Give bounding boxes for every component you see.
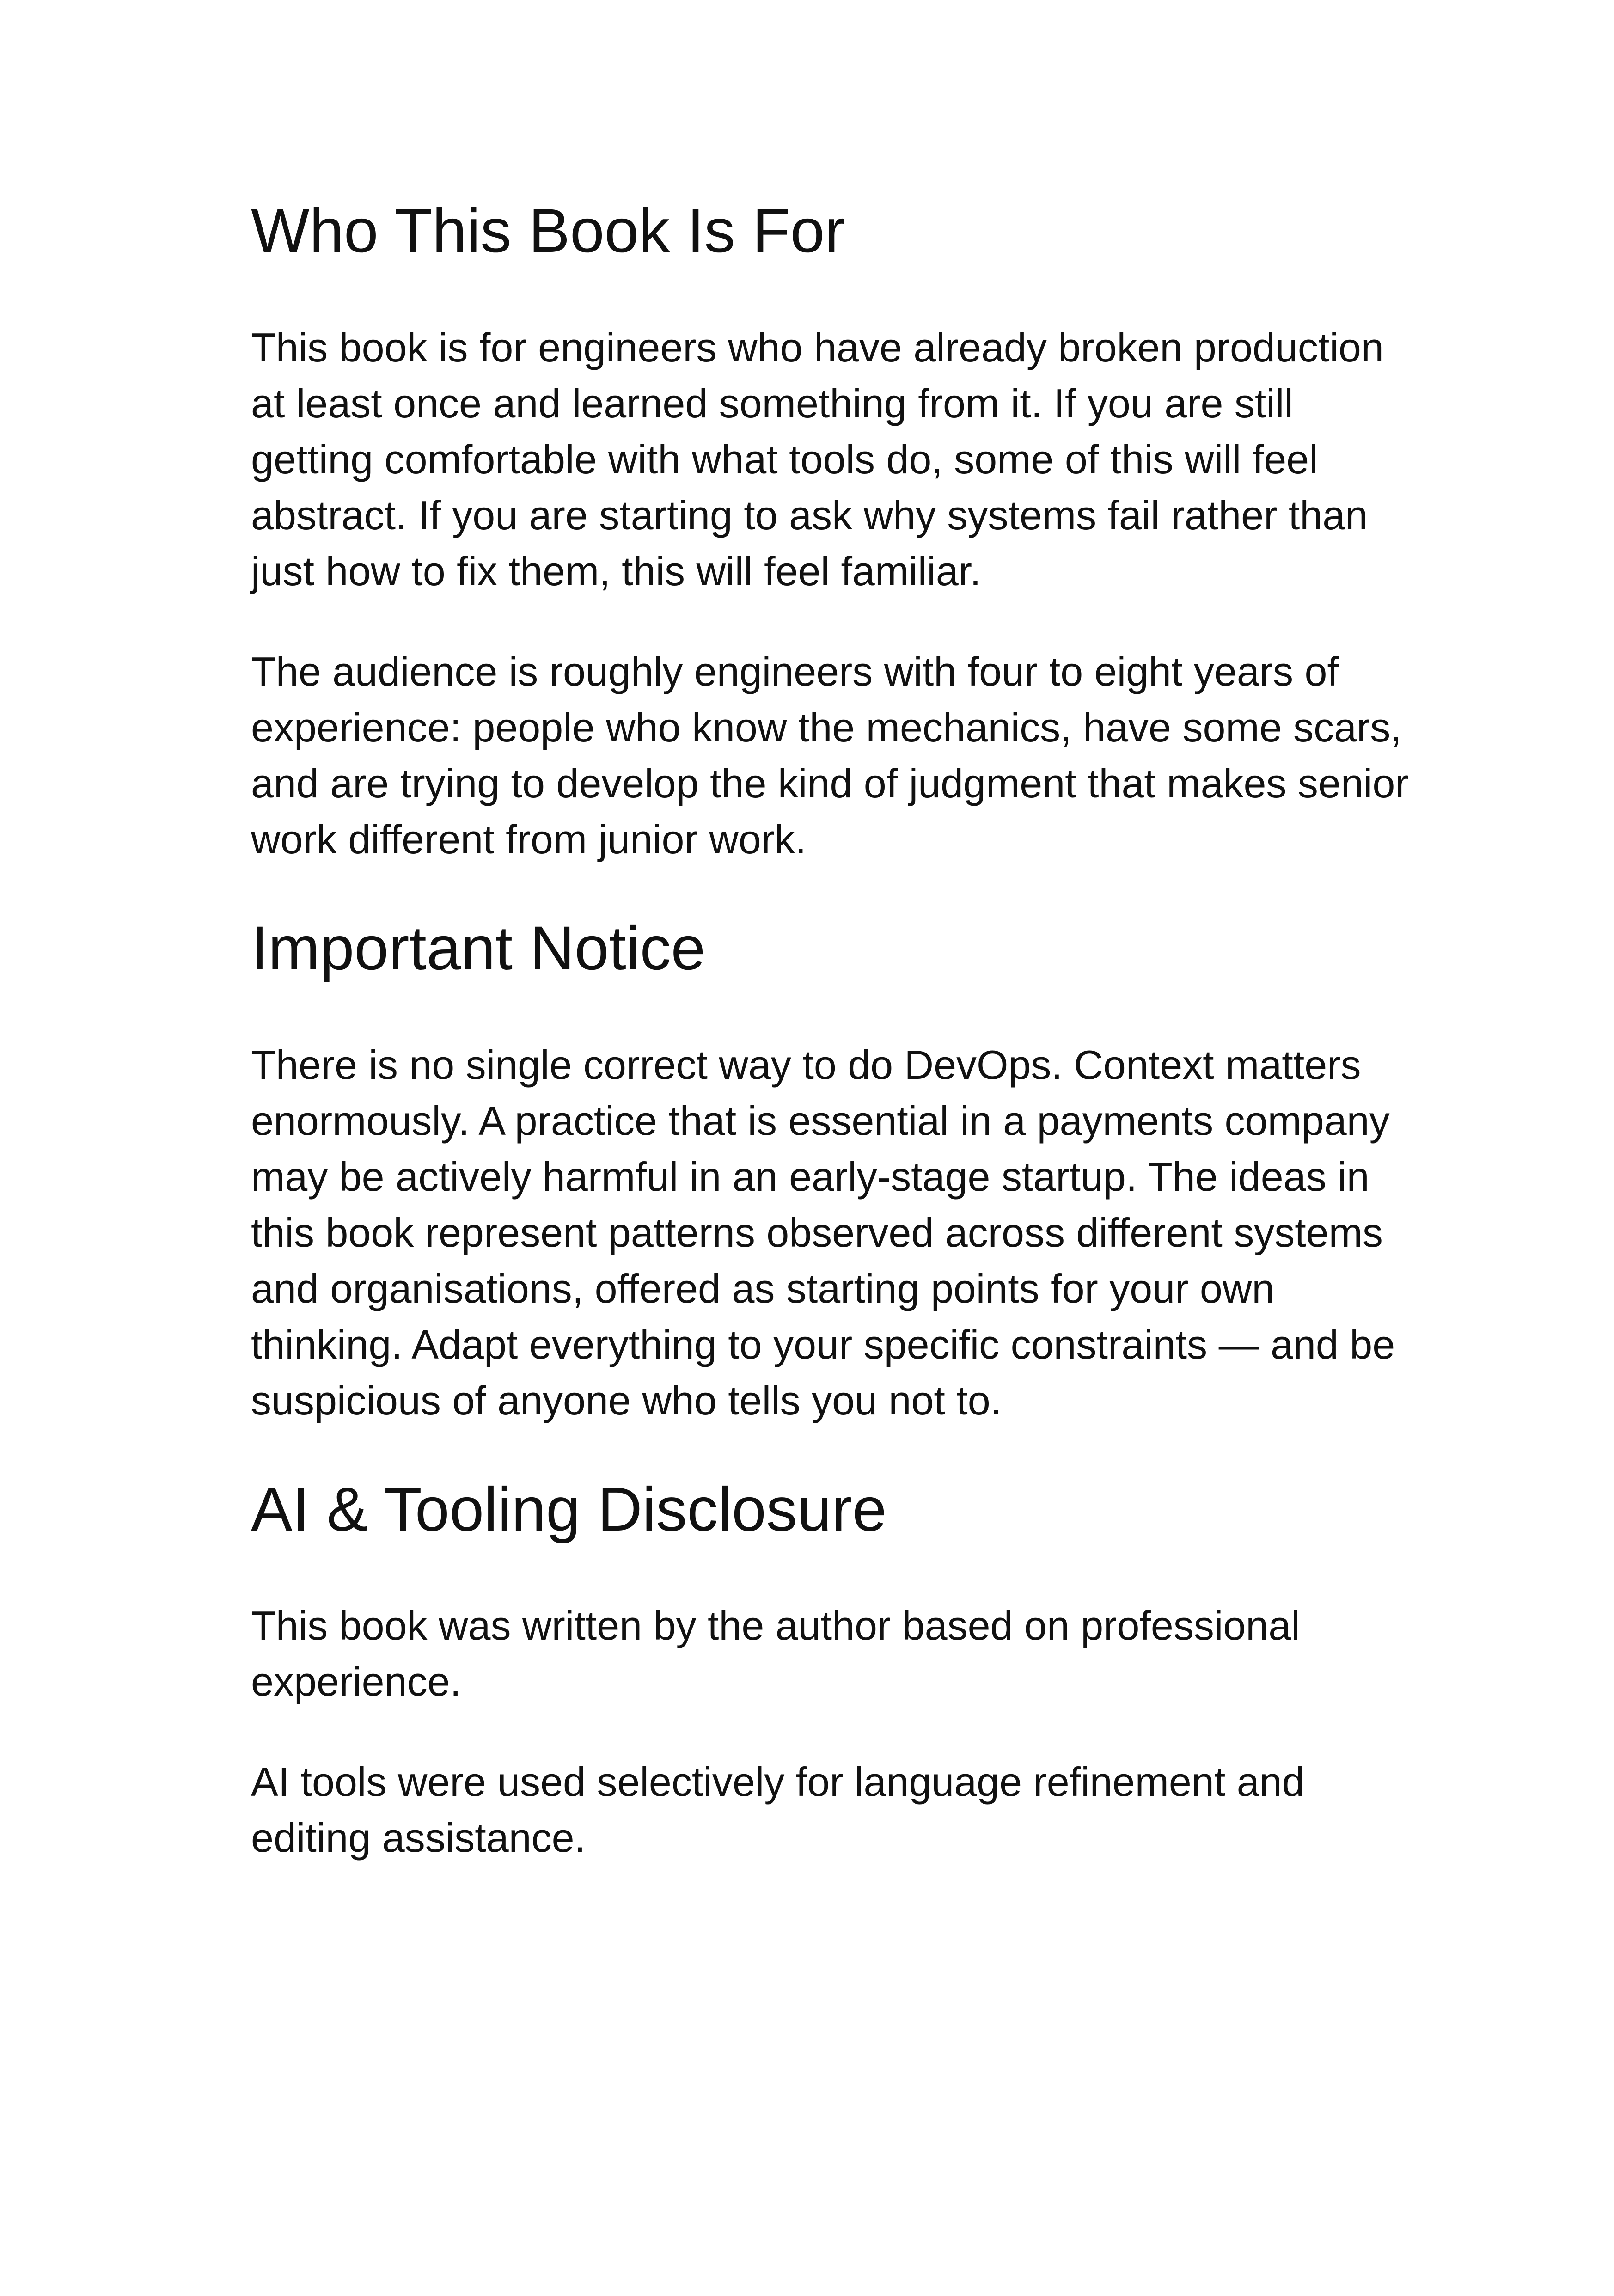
section-who-this-book-is-for	[251, 194, 1416, 867]
section-heading: AI & Tooling Disclosure	[251, 1475, 887, 1544]
paragraph: This book was written by the author based on professional experience.	[251, 1603, 1300, 1705]
paragraph: There is no single correct way to do DevOps. Context matters enormously. A practice that is essential in a payments company may be actively harmful in an early-stage startup. The ideas in this book represent patterns observed across different systems and organisations, offered as starting points for your own thinking. Adapt everything to your specific constraints — and be suspicious of anyone who tells you not to.	[251, 1041, 1395, 1423]
section-ai-tooling-disclosure	[251, 1473, 1416, 1866]
section-heading: Important Notice	[251, 913, 706, 983]
page-content	[251, 194, 1416, 1910]
section-important-notice	[251, 912, 1416, 1428]
paragraph: This book is for engineers who have already broken production at least once and learned something from it. If you are still getting comfortable with what tools do, some of this will feel abstract. If you are starting to ask why systems fail rather than just how to fix them, this will feel familiar.	[251, 324, 1384, 594]
section-heading: Who This Book Is For	[251, 196, 845, 265]
paragraph: The audience is roughly engineers with four to eight years of experience: people who know the mechanics, have some scars, and are trying to develop the kind of judgment that makes senior work different from junior work.	[251, 648, 1409, 862]
paragraph: AI tools were used selectively for language refinement and editing assistance.	[251, 1759, 1305, 1861]
